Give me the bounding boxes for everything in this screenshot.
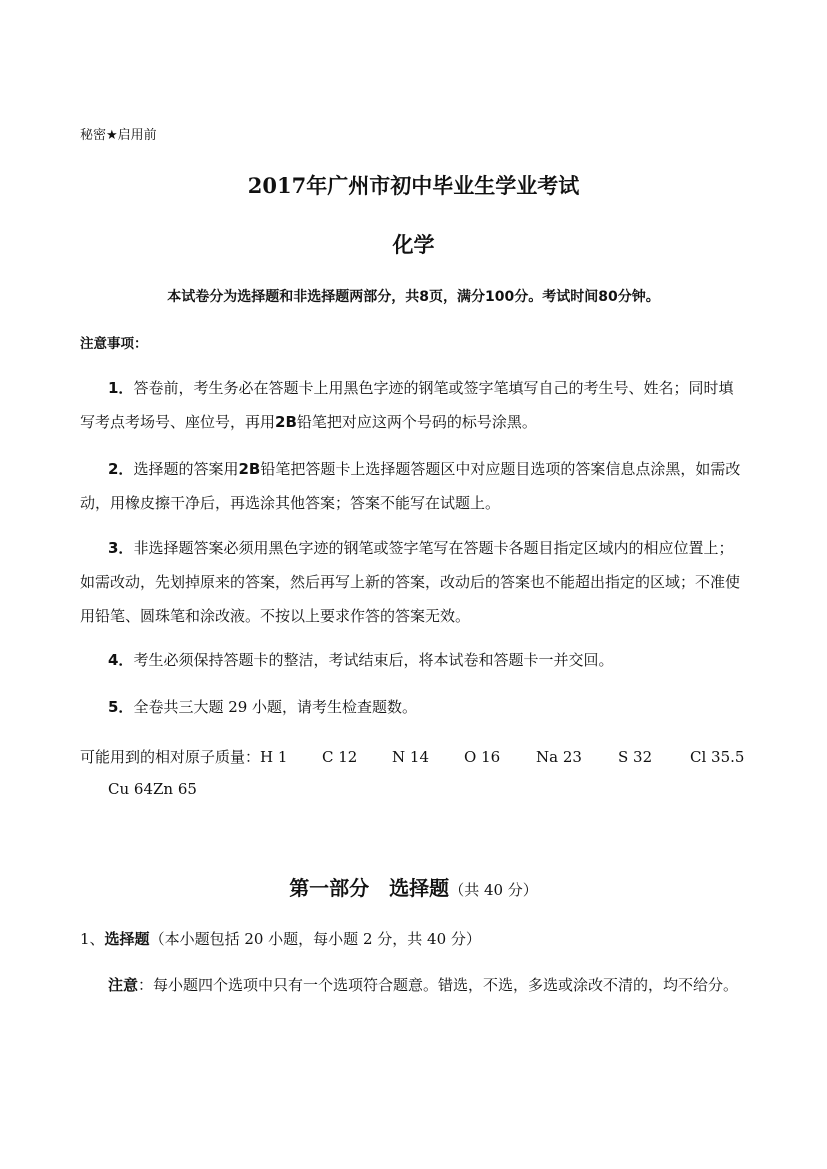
mass-item: Cu 64: [108, 780, 153, 798]
part-1-heading: [0, 872, 827, 901]
note-text: 铅笔把对应这两个号码的标号涂黑。: [296, 413, 537, 431]
mass-item: C 12: [322, 748, 358, 766]
notes-heading: 注意事项：: [80, 336, 148, 352]
note-number: 3．: [108, 539, 134, 557]
note-text: 非选择题答案必须用黑色字迹的钢笔或签字笔写在答题卡各题目指定区域内的相应位置上；如需改动，先划掉原来的答案，然后再写上新的答案，改动后的答案也不能超出指定的区域；不准使用铅笔、圆珠笔和涂改液。不按以上要求作答的答案无效。: [80, 539, 741, 625]
atomic-masses-row-2: [108, 772, 197, 806]
question-number: 1、: [80, 930, 105, 948]
note-text: 选择题的答案用: [133, 460, 239, 478]
mass-item: S 32: [618, 748, 653, 766]
question-1-heading: [80, 922, 481, 956]
question-desc: （本小题包括 20 小题，每小题 2 分，共 40 分）: [149, 930, 481, 948]
exam-summary: 本试卷分为选择题和非选择题两部分，共8页，满分100分。考试时间80分钟。: [167, 289, 660, 305]
mass-item: O 16: [464, 748, 501, 766]
exam-title: 2017年广州市初中毕业生学业考试: [247, 173, 580, 198]
mass-item: Zn 65: [153, 780, 197, 798]
note-item-2: [80, 452, 748, 520]
note-label: 注意: [108, 976, 139, 994]
atomic-masses-row-1: [80, 740, 744, 774]
note-text: 答卷前，考生务必在答题卡上用黑色字迹的钢笔或签字笔填写自己的考生号、姓名；同时填写考点考场号、座位号，再用: [80, 379, 734, 431]
note-number: 4．: [108, 651, 134, 669]
subject-title: 化学: [392, 232, 435, 257]
part-title: 第一部分 选择题: [289, 876, 450, 900]
mass-item: H 1: [260, 748, 288, 766]
note-item-3: [80, 531, 748, 633]
part-points: （共 40 分）: [449, 881, 538, 899]
note-number: 1．: [108, 379, 134, 397]
note-item-1: [80, 371, 748, 439]
note-bold: 2B: [275, 413, 297, 431]
atomic-masses-label: 可能用到的相对原子质量：: [80, 748, 261, 766]
note-number: 2．: [108, 460, 134, 478]
note-text: 考生必须保持答题卡的整洁，考试结束后，将本试卷和答题卡一并交回。: [133, 651, 614, 669]
question-label: 选择题: [104, 930, 150, 948]
note-item-5: [80, 690, 748, 724]
mass-item: Na 23: [536, 748, 582, 766]
note-text: 铅笔把答题卡上选择题答题区中对应题目选项的答案信息点涂黑，如需改动，用橡皮擦干净后，再选涂其他答案；答案不能写在试题上。: [80, 460, 741, 512]
note-number: 5．: [108, 698, 134, 716]
note-text: 全卷共三大题 29 小题，请考生检查题数。: [133, 698, 418, 716]
mass-item: N 14: [392, 748, 429, 766]
choice-note: [80, 968, 748, 1002]
note-bold: 2B: [238, 460, 261, 478]
note-text: ：每小题四个选项中只有一个选项符合题意。错选，不选，多选或涂改不清的，均不给分。: [138, 976, 739, 994]
note-item-4: [80, 643, 748, 677]
mass-item: Cl 35.5: [690, 748, 745, 766]
secret-label: 秘密★启用前: [80, 128, 157, 143]
